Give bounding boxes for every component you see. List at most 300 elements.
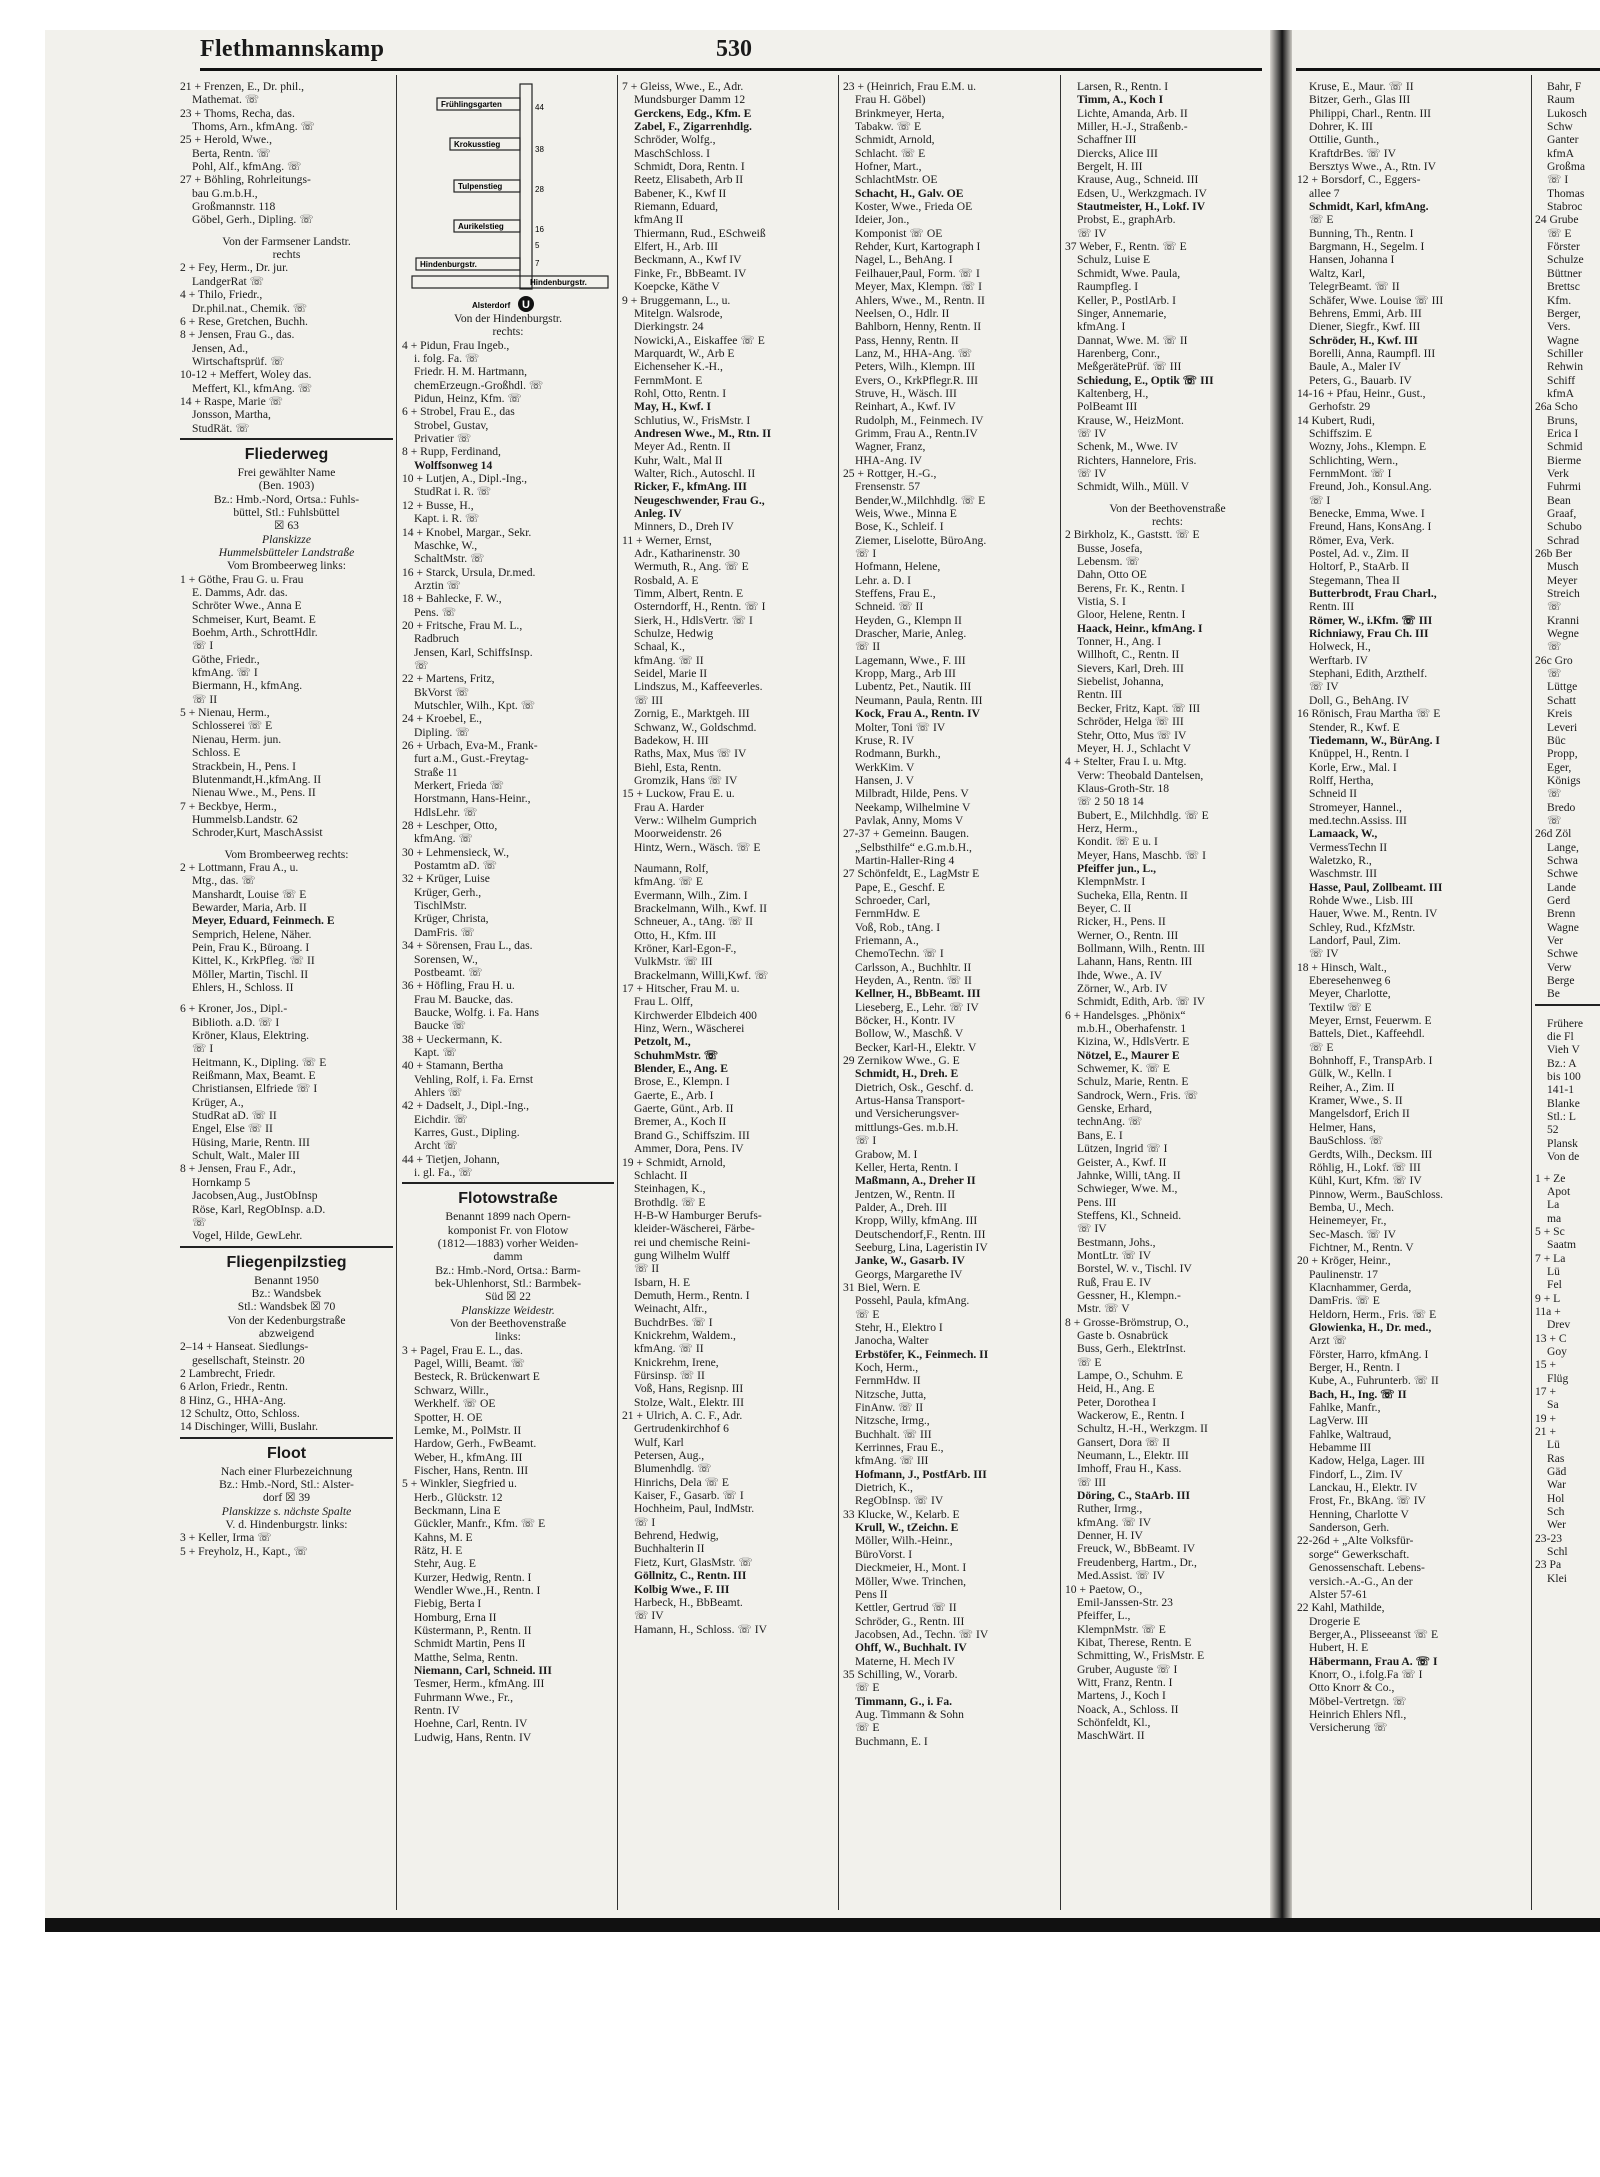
house-number-entry: 5 + Freyholz, H., Kapt., ☏ (180, 1544, 308, 1558)
resident-entry: Pape, E., Geschf. E (855, 880, 945, 894)
resident-entry: KlempnMstr. I (1077, 875, 1146, 889)
resident-entry: Lanckau, H., Elektr. IV (1309, 1481, 1418, 1495)
resident-entry: Hoehne, Carl, Rentn. IV (414, 1717, 528, 1731)
resident-entry: Radbruch (414, 632, 460, 646)
resident-entry: Lanz, M., HHA-Ang. ☏ (855, 346, 973, 360)
resident-entry: Drogerie E (1309, 1614, 1361, 1628)
spacer (1065, 494, 1270, 502)
resident-entry: Ideier, Jon., (855, 213, 910, 227)
resident-entry: Carlsson, A., Buchhltr. II (855, 960, 972, 974)
resident-entry: ☏ II (855, 640, 881, 654)
resident-entry: Denner, H. IV (1077, 1529, 1143, 1543)
resident-entry: Gerhofstr. 29 (1309, 400, 1371, 414)
resident-entry: Erbstöfer, K., Feinmech. II (855, 1347, 989, 1361)
plan-reference: Planskizze s. nächste Spalte (221, 1504, 352, 1518)
resident-entry: Meyer (1547, 573, 1578, 587)
resident-entry: Ruß, Frau E. IV (1077, 1275, 1152, 1289)
resident-entry: Küstermann, P., Rentn. II (414, 1624, 532, 1637)
house-number-entry: 14 Dischinger, Willi, Buslahr. (180, 1420, 318, 1434)
resident-entry: Peters, G., Bauarb. IV (1309, 373, 1412, 387)
resident-entry: Blender, E., Ang. E (634, 1062, 728, 1076)
resident-entry: Helmer, Hans, (1309, 1120, 1376, 1134)
resident-entry: Herz, Herm., (1077, 821, 1138, 835)
resident-entry: Sanderson, Gerh. (1309, 1521, 1390, 1535)
resident-entry: Schwe (1547, 947, 1578, 961)
resident-entry: Hinrichs, Dela ☏ E (634, 1475, 729, 1489)
resident-entry: Privatier ☏ (414, 432, 472, 446)
section-rule (180, 438, 393, 440)
street-plan-sketch (402, 80, 614, 312)
resident-entry: VulkMstr. ☏ III (634, 955, 713, 969)
resident-entry: Berge (1547, 974, 1575, 988)
resident-entry: Dietrich, Osk., Geschf. d. (855, 1080, 974, 1094)
resident-entry: Schlacht. ☏ E (855, 146, 926, 160)
resident-entry: Thomas (1547, 186, 1585, 200)
resident-entry: Frost, Fr., BkAng. ☏ IV (1309, 1494, 1426, 1508)
resident-entry: Kurzer, Hedwig, Rentn. I (414, 1570, 532, 1584)
resident-entry: Gäd (1547, 1465, 1567, 1479)
house-number-entry: 3 + Pagel, Frau E. L., das. (402, 1343, 523, 1357)
resident-entry: Stehr, Otto, Mus ☏ IV (1077, 728, 1187, 742)
resident-entry: Kröner, Karl-Egon-F., (634, 942, 737, 955)
resident-entry: Heyden, G., Klempn II (855, 613, 962, 627)
resident-entry: Georgs, Margarethe IV (855, 1267, 963, 1281)
resident-entry: Steinhagen, K., (634, 1182, 706, 1196)
resident-entry: Bierme (1547, 453, 1582, 467)
resident-entry: ☏ I (634, 1515, 656, 1529)
resident-entry: Steffens, Frau E., (855, 587, 936, 601)
house-number-entry: 21 + Ulrich, A. C. F., Adr. (622, 1409, 743, 1423)
house-number-entry: 36 + Höfling, Frau H. u. (402, 979, 515, 993)
resident-entry: Kube, A., Fuhrunterb. ☏ II (1309, 1374, 1439, 1388)
house-number-entry: 28 + Leschper, Otto, (402, 819, 498, 833)
resident-entry: Leveri (1547, 720, 1578, 734)
resident-entry: SchlachtMstr. OE (855, 173, 938, 187)
resident-entry: Krause, Aug., Schneid. III (1077, 173, 1199, 187)
resident-entry: Dieckmeier, H., Mont. I (855, 1561, 967, 1575)
resident-entry: Sec-Masch. ☏ IV (1309, 1227, 1396, 1241)
resident-entry: Demuth, Herm., Rentn. I (634, 1288, 750, 1302)
house-number-entry: 34 + Sörensen, Frau L., das. (402, 939, 533, 953)
resident-entry: Dohrer, K. III (1309, 120, 1373, 134)
resident-entry: Butterbrodt, Frau Charl., (1309, 587, 1437, 601)
resident-entry: Bemba, U., Mech. (1309, 1200, 1395, 1214)
resident-entry: Minners, D., Dreh IV (634, 520, 734, 534)
resident-entry: Schacht, H., Galv. OE (855, 186, 964, 200)
resident-entry: Hasse, Paul, Zollbeamt. III (1309, 880, 1443, 894)
resident-entry: Otto, H., Kfm. III (634, 928, 717, 942)
resident-entry: Kirchwerder Elbdeich 400 (634, 1008, 757, 1022)
header-rule-right (1296, 68, 1600, 71)
resident-entry: Reißmann, Max, Beamt. E (192, 1069, 316, 1083)
resident-entry: Eger, (1547, 760, 1572, 774)
resident-entry: Schlichting, Wern., (1309, 453, 1399, 467)
resident-entry: Frühere (1547, 1016, 1584, 1030)
resident-entry: Nitzsche, Irmg., (855, 1414, 930, 1428)
street-info-line: links: (495, 1330, 521, 1344)
resident-entry: Keller, Herta, Rentn. I (855, 1160, 959, 1174)
resident-entry: Ahlers ☏ (414, 1085, 463, 1099)
column-rule (1531, 75, 1532, 1910)
resident-entry: Kropp, Marg., Arb III (855, 667, 956, 681)
column-rule (396, 75, 397, 1910)
resident-entry: Freudenberg, Hartm., Dr., (1077, 1555, 1197, 1569)
directory-column-4 (843, 80, 1056, 1910)
street-info-line: Stl.: Wandsbek ☒ 70 (237, 1300, 336, 1314)
house-number-label: 44 (535, 103, 544, 112)
resident-entry: Bz.: A (1547, 1056, 1577, 1070)
resident-entry: Fischer, Hans, Rentn. III (414, 1463, 529, 1477)
resident-entry: Genossenschaft. Lebens- (1309, 1561, 1425, 1575)
street-name-label: Hindenburgstr. (420, 260, 477, 269)
resident-entry: Schröder, G., Rentn. III (855, 1614, 965, 1628)
resident-entry: Nienau Wwe., M., Pens. II (192, 786, 316, 800)
resident-entry: Heid, H., Ang. E (1077, 1382, 1155, 1396)
resident-entry: Berger, (1547, 306, 1581, 320)
resident-entry: Krüger, Christa, (414, 912, 489, 926)
resident-entry: Kondit. ☏ E u. I (1077, 835, 1158, 849)
resident-entry: Sa (1547, 1398, 1559, 1412)
resident-entry: Rodmann, Burkh., (855, 747, 941, 761)
resident-entry: Deutschendorf,F., Rentn. III (855, 1227, 986, 1241)
resident-entry: Milbradt, Hilde, Pens. V (855, 787, 969, 801)
resident-entry: Koster, Wwe., Frieda OE (855, 200, 973, 214)
section-rule (402, 1182, 614, 1184)
resident-entry: Becker, Karl-H., Elektr. V (855, 1040, 977, 1054)
resident-entry: Adr., Katharinenstr. 30 (634, 547, 740, 561)
house-number-entry: 22 + Martens, Fritz, (402, 672, 495, 686)
resident-entry: ☏ E (855, 1681, 880, 1695)
resident-entry: Lichte, Amanda, Arb. II (1077, 106, 1188, 120)
resident-entry: Voß, Rob., tAng. I (855, 920, 941, 934)
resident-entry: die Fl (1547, 1030, 1574, 1044)
resident-entry: Jacobsen,Aug., JustObInsp (192, 1189, 318, 1203)
book-gutter (1270, 30, 1292, 1932)
resident-entry: Peter, Dorothea I (1077, 1395, 1157, 1409)
resident-entry: Schlutius, W., FrisMstr. I (634, 413, 751, 427)
house-number-entry: 5 + Sc (1535, 1224, 1565, 1238)
resident-entry: Geister, A., Kwf. II (1077, 1155, 1167, 1169)
resident-entry: Bruns, (1547, 413, 1578, 427)
house-number-entry: 23 + (Heinrich, Frau E.M. u. (843, 80, 977, 93)
resident-entry: Gerdts, Wilh., Decksm. III (1309, 1147, 1433, 1161)
resident-entry: Frau H. Göbel) (855, 93, 926, 107)
resident-entry: Becker, Fritz, Kapt. ☏ III (1077, 701, 1201, 715)
house-number-entry: 19 + (1535, 1411, 1557, 1425)
resident-entry: ChemoTechn. ☏ I (855, 947, 944, 961)
resident-entry: Arzt ☏ (1309, 1334, 1347, 1348)
resident-entry: Semprich, Helene, Näher. (192, 927, 312, 941)
resident-entry: Knüppel, H., Rentn. I (1309, 747, 1410, 761)
resident-entry: Stehr, H., Elektro I (855, 1320, 943, 1334)
resident-entry: Hochheim, Paul, IndMstr. (634, 1502, 755, 1516)
resident-entry: Ruther, Irmg., (1077, 1502, 1143, 1516)
house-number-entry: 26c Gro (1535, 653, 1573, 667)
house-number-entry: 26 + Urbach, Eva-M., Frank- (402, 739, 538, 752)
resident-entry: Babener, K., Kwf II (634, 186, 727, 200)
resident-entry: Ottilie, Gunth., (1309, 133, 1380, 147)
resident-entry: kfmA (1547, 146, 1575, 160)
resident-entry: Pfeiffer, L., (1077, 1609, 1131, 1623)
resident-entry: Weis, Wwe., Minna E (855, 507, 957, 520)
resident-entry: Holtorf, P., StaArb. II (1309, 560, 1410, 574)
resident-entry: Riemann, Eduard, (634, 200, 719, 214)
resident-entry: Fiebig, Berta I (414, 1597, 482, 1611)
resident-entry: Göbel, Gerh., Dipling. ☏ (192, 213, 314, 227)
resident-entry: Richters, Hannelore, Fris. (1077, 453, 1197, 467)
resident-entry: Meyer, H. J., Schlacht V (1077, 741, 1191, 755)
resident-entry: Bender,W.,Milchhdlg. ☏ E (855, 493, 986, 507)
resident-entry: Karres, Gust., Dipling. (414, 1125, 520, 1139)
resident-entry: Schulz, Marie, Rentn. E (1077, 1075, 1189, 1089)
resident-entry: Versicherung ☏ (1309, 1721, 1388, 1735)
resident-entry: Schmidt, Wilh., Müll. V (1077, 480, 1190, 494)
resident-entry: Hubert, H. E (1309, 1641, 1369, 1655)
resident-entry: Kreis (1547, 707, 1573, 721)
resident-entry: Friemann, A., (855, 934, 919, 947)
resident-entry: Bose, K., Schleif. I (855, 520, 944, 534)
resident-entry: Heldorn, Herm., Fris. ☏ E (1309, 1307, 1437, 1321)
resident-entry: Behrens, Emmi, Arb. III (1309, 306, 1422, 320)
resident-entry: Heitmann, K., Dipling. ☏ E (192, 1055, 327, 1069)
resident-entry: Hansen, J. V (855, 773, 915, 787)
house-number-entry: 8 + Rupp, Ferdinand, (402, 445, 501, 459)
resident-entry: Med.Assist. ☏ IV (1077, 1569, 1165, 1583)
resident-entry: ☏ 2 50 18 14 (1077, 795, 1144, 809)
resident-entry: Grabow, M. I (855, 1147, 918, 1161)
resident-entry: Römer, Eva, Verk. (1309, 533, 1395, 547)
street-info-line: dorf ☒ 39 (262, 1491, 311, 1505)
resident-entry: Schaal, K., (634, 640, 685, 654)
resident-entry: Meyer, Hans, Maschb. ☏ I (1077, 848, 1206, 862)
resident-entry: Freuck, W., BbBeamt. IV (1077, 1542, 1196, 1556)
resident-entry: ☏ II (634, 1262, 660, 1276)
resident-entry: Imhoff, Frau H., Kass. (1077, 1462, 1182, 1476)
resident-entry: Timmann, G., i. Fa. (855, 1694, 953, 1708)
resident-entry: Hol (1547, 1491, 1565, 1505)
resident-entry: ☏ IV (1077, 466, 1107, 480)
resident-entry: Vehling, Rolf, i. Fa. Ernst (414, 1072, 534, 1086)
resident-entry: Waschmstr. III (1309, 867, 1377, 881)
resident-entry: Bahr, F (1547, 80, 1582, 93)
house-number-entry: 24 + Kroebel, E., (402, 712, 482, 726)
resident-entry: Haack, Heinr., kfmAng. I (1077, 621, 1203, 635)
resident-entry: Busse, Josefa, (1077, 541, 1143, 555)
house-number-entry: 11a + (1535, 1304, 1561, 1318)
resident-entry: Gansert, Dora ☏ II (1077, 1435, 1171, 1449)
street-info-line: Bz.: Hmb.-Nord, Ortsa.: Barm- (435, 1263, 581, 1277)
resident-entry: Drev (1547, 1318, 1571, 1332)
resident-entry: Genske, Erhard, (1077, 1102, 1153, 1116)
resident-entry: ☏ (1547, 787, 1562, 801)
street-info-line: Vom Brombeerweg rechts: (224, 847, 349, 861)
resident-entry: Schmidt, Edith, Arb. ☏ IV (1077, 995, 1206, 1009)
street-info-line: rechts (272, 248, 301, 262)
resident-entry: Klacnhammer, Gerda, (1309, 1280, 1412, 1294)
resident-entry: Reiher, A., Zim. II (1309, 1080, 1395, 1094)
resident-entry: Artus-Hansa Transport- (855, 1094, 965, 1108)
resident-entry: Glowienka, H., Dr. med., (1309, 1320, 1432, 1334)
resident-entry: gung Wilhelm Wulff (634, 1248, 730, 1262)
resident-entry: Manshardt, Louise ☏ E (192, 887, 307, 901)
house-number-entry: 7 + Beckbye, Herm., (180, 799, 277, 813)
resident-entry: Heyden, A., Rentn. ☏ II (855, 974, 972, 988)
resident-entry: Fahlke, Waltraud, (1309, 1427, 1392, 1441)
house-number-entry: 8 + Jensen, Frau F., Adr., (180, 1162, 296, 1176)
street-info-line: (Ben. 1903) (258, 479, 315, 493)
resident-entry: Meyer, Max, Klempn. ☏ I (855, 280, 983, 294)
resident-entry: Henning, Charlotte V (1309, 1507, 1409, 1521)
resident-entry: BuchdrBes. ☏ I (634, 1315, 713, 1329)
spacer (1535, 1009, 1600, 1017)
resident-entry: Von de (1547, 1150, 1580, 1164)
street-info-line: Frei gewählter Name (237, 465, 336, 479)
resident-entry: Förster (1547, 240, 1580, 254)
resident-entry: Meyer, Ernst, Feuerwm. E (1309, 1014, 1432, 1028)
resident-entry: 141-1 (1547, 1083, 1575, 1097)
resident-entry: Schiff (1547, 373, 1576, 387)
resident-entry: Blutenmandt,H.,kfmAng. II (192, 772, 322, 786)
resident-entry: Lange, (1547, 840, 1579, 854)
resident-entry: ☏ III (634, 693, 663, 707)
house-number-entry: 7 + Gleiss, Wwe., E., Adr. (622, 80, 744, 93)
resident-entry: Elfert, H., Arb. III (634, 240, 719, 254)
house-number-entry: 21 + (1535, 1425, 1557, 1439)
house-number-entry: 29 Zernikow Wwe., G. E (843, 1054, 960, 1068)
resident-entry: Graaf, (1547, 507, 1577, 520)
resident-entry: Raum (1547, 93, 1575, 107)
resident-entry: Schröder, H., Kwf. III (1309, 333, 1418, 347)
house-number-entry: 27-37 + Gemeinn. Baugen. (843, 827, 969, 841)
resident-entry: Ehlers, H., Schloss. II (192, 981, 294, 994)
resident-entry: Krüger, Gerh., (414, 885, 482, 899)
resident-entry: Brand G., Schiffszim. III (634, 1128, 750, 1142)
house-number-entry: 32 + Krüger, Luise (402, 872, 490, 886)
house-number-entry: 6 + Handelsges. „Phönix“ (1065, 1008, 1186, 1022)
resident-entry: Ver (1547, 934, 1564, 947)
resident-entry: Kühl, Kurt, Kfm. ☏ IV (1309, 1174, 1422, 1188)
resident-entry: Wer (1547, 1518, 1567, 1532)
resident-entry: Lampe, O., Schuhm. E (1077, 1369, 1183, 1382)
resident-entry: MaschSchloss. I (634, 146, 710, 160)
resident-entry: Wagne (1547, 333, 1579, 347)
resident-entry: Ludwig, Hans, Rentn. IV (414, 1730, 532, 1744)
resident-entry: Peters, Wilh., Klempn. III (855, 360, 976, 374)
resident-entry: Battels, Diet., Kaffeehdl. (1309, 1027, 1425, 1041)
resident-entry: Hornkamp 5 (192, 1175, 251, 1189)
resident-entry: Berger, H., Rentn. I (1309, 1361, 1401, 1374)
resident-entry: Goy (1547, 1344, 1567, 1358)
resident-entry: Tabakw. ☏ E (855, 120, 922, 134)
resident-entry: Krull, W., tZeichn. E (855, 1521, 959, 1535)
house-number-label: 28 (535, 185, 544, 194)
resident-entry: 52 (1547, 1123, 1559, 1137)
resident-entry: Schenk, M., Wwe. IV (1077, 440, 1179, 454)
resident-entry: Brettsc (1547, 280, 1580, 294)
resident-entry: Verw.: Wilhelm Gumprich (634, 813, 757, 827)
resident-entry: Stabroc (1547, 200, 1583, 214)
house-number-entry: 12 + Borsdorf, C., Eggers- (1297, 173, 1421, 187)
resident-entry: Wagne (1547, 920, 1579, 934)
page-header (200, 34, 1260, 68)
resident-entry: Hofmann, Helene, (855, 560, 941, 574)
resident-entry: Kittel, K., KrkPfleg. ☏ II (192, 954, 315, 968)
resident-entry: Fichtner, M., Rentn. V (1309, 1240, 1414, 1254)
resident-entry: Schröder, Helga ☏ III (1077, 715, 1184, 729)
resident-entry: Kapt. ☏ (414, 1045, 457, 1059)
street-info-line: Bz.: Wandsbek (251, 1286, 322, 1300)
resident-entry: sorge“ Gewerkschaft. (1309, 1547, 1410, 1561)
resident-entry: Krause, W., HeizMont. (1077, 413, 1184, 427)
section-rule (1535, 1004, 1600, 1006)
resident-entry: Wagner, Franz, (855, 440, 926, 454)
resident-entry: Kuhr, Walt., Mal II (634, 453, 723, 467)
resident-entry: Postbeamt. ☏ (414, 965, 483, 979)
resident-entry: Sorensen, W., (414, 952, 478, 966)
house-number-entry: 14 + Raspe, Marie ☏ (180, 394, 284, 408)
house-number-entry: 6 Arlon, Friedr., Rentn. (180, 1380, 288, 1394)
resident-entry: Ihde, Wwe., A. IV (1077, 968, 1163, 982)
resident-entry: Frau A. Harder (634, 800, 704, 814)
resident-entry: Reinhart, A., Kwf. IV (855, 400, 956, 414)
resident-entry: Pinnow, Werm., BauSchloss. (1309, 1187, 1444, 1201)
resident-entry: Röhlig, H., Lokf. ☏ III (1309, 1160, 1421, 1174)
resident-entry: Göthe, Friedr., (192, 652, 260, 666)
resident-entry: Schmidt Martin, Pens II (414, 1637, 526, 1651)
resident-entry: Fietz, Kurt, GlasMstr. ☏ (634, 1555, 753, 1569)
resident-entry: Vieh V (1547, 1043, 1580, 1057)
resident-entry: Diercks, Alice III (1077, 146, 1158, 160)
resident-entry: Stautmeister, H., Lokf. IV (1077, 200, 1206, 214)
resident-entry: ☏ IV (634, 1609, 664, 1623)
resident-entry: Möller, Martin, Tischl. II (192, 967, 309, 981)
house-number-entry: 21 + Frenzen, E., Dr. phil., (180, 80, 305, 93)
house-number-entry: 14 Kubert, Rudi, (1297, 413, 1375, 427)
resident-entry: Schloss. E (192, 746, 241, 760)
resident-entry: Brose, E., Klempn. I (634, 1075, 730, 1089)
street-info-line: V. d. Hindenburgstr. links: (225, 1518, 348, 1532)
resident-entry: Schiedung, E., Optik ☏ III (1077, 373, 1214, 387)
house-number-label: 16 (535, 225, 544, 234)
resident-entry: HdlsLehr. ☏ (414, 805, 478, 819)
resident-entry: Bitzer, Gerh., Glas III (1309, 93, 1411, 107)
resident-entry: Beckmann, A., Kwf IV (634, 253, 742, 267)
resident-entry: Gloor, Helene, Rentn. I (1077, 608, 1186, 622)
resident-entry: Sandrock, Wern., Fris. ☏ (1077, 1088, 1199, 1102)
resident-entry: Wegne (1547, 627, 1579, 641)
resident-entry: Lindszus, M., Kaffeeverles. (634, 680, 763, 694)
resident-entry: Pfeiffer jun., L., (1077, 861, 1156, 875)
resident-entry: Christiansen, Elfriede ☏ I (192, 1082, 318, 1096)
resident-entry: kfmAng. ☏ (414, 832, 473, 846)
resident-entry: Wolffsonweg 14 (414, 458, 493, 472)
resident-entry: Knorr, O., i.folg.Fa ☏ I (1309, 1667, 1423, 1681)
resident-entry: Buss, Gerh., ElektrInst. (1077, 1342, 1186, 1356)
resident-entry: Schmidt, Arnold, (855, 133, 935, 147)
resident-entry: Baule, A., Maler IV (1309, 360, 1402, 374)
resident-entry: LagVerw. III (1309, 1414, 1369, 1428)
resident-entry: kfmAng. ☏ II (634, 653, 704, 667)
resident-entry: Hinz, Wern., Wäscherei (634, 1022, 745, 1036)
street-heading: Flotowstraße (458, 1190, 558, 1208)
resident-entry: ☏ IV (1077, 226, 1107, 240)
spacer (622, 854, 835, 862)
directory-column-2 (402, 80, 614, 1910)
column-rule (838, 75, 839, 1910)
resident-entry: Ricker, F., kfmAng. III (634, 480, 747, 494)
resident-entry: gesellschaft, Steinstr. 20 (192, 1353, 305, 1367)
resident-entry: ☏ E (855, 1307, 880, 1321)
